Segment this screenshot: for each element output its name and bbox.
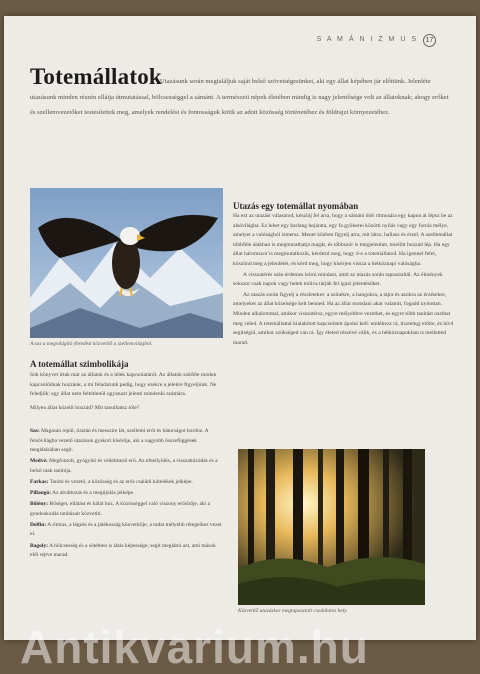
symbol-text: Megfontolt, gyógyító és védelmező erő. Az elmélyülés, a visszahúzódás és a belső utak tanítója. [30,458,218,474]
forest-caption: Közvetítő utazáskor megtapasztalt csodálatos hely. [238,608,348,614]
book-page [4,16,476,673]
intro-paragraph: Utazásunk során megtaláljuk saját belső szövetségesünket, aki egy állat képében jár előttünk. Jelenléte utazásunk minden részén ellátja útmutatással, bölcsességgel a sámánt. A természeti népek életében mindig is nagy jelentősége volt az állatoknak; ahogy erőket és szellemvezetőket testesítettek meg, amelyek rendelési és fontosságuk kötik az adott közösség történetéhez és földrajzi környezetéhez. [30,78,449,116]
eagle-photo [30,188,223,338]
symbol-item [30,500,225,519]
symbol-text: A bölcsesség és a sötétben is látás képessége; segít meglátni azt, ami mások elől rejtve marad. [30,542,216,559]
left-body [30,371,225,417]
symbol-name: Bagoly: [30,542,49,549]
symbol-name: Pillangó: [30,490,52,497]
left-paragraph: Milyen állat közelít hozzád? Mit tanulhatsz tőle? [30,404,140,411]
symbol-item [30,478,225,488]
symbol-name: Medve: [30,458,48,465]
right-paragraph: Ha ezt az utazást választod, készülj fel arra, hogy a sámáni dob ritmusára egy kapun át lépsz be az alsóvilágba. Ez lehet egy barlang bejárata, egy fa gyökerei közötti nyílás vagy egy forrás mélye, amelyet a valóságból ismersz. Menet közben figyelj arra, mit látsz, hallasz és érzel. A szellemállat többféle alakban is megmutathatja magát, és többször is megjelenhet, mielőtt hozzád lép. Ha egy állat háromszor is megmutatkozik, kérdezd meg, hogy ő-e a totemállatod. Ha igennel felel, köszönd meg a jelenlétét, és kérd meg, hogy kísérjen vissza a hétköznapi valóságba. [233,213,453,267]
symbol-text: Bőséget, ellátást és hálát hoz. A közösséggel való viszony erősítője, aki a gondoskodás tanításait közvetíti. [30,501,211,517]
page-number: 17 [423,34,436,47]
right-heading: Utazás egy totemállat nyomában [233,201,359,211]
symbol-list [30,427,225,562]
left-paragraph: Sok könyvet írtak már az állatok és a lélek kapcsolatáról. Az állatok sokféle módon kapcsolódnak hozzánk, a mi feladatunk pedig, hogy ezekre a jelekre figyeljünk. Ne feledjük: egy állat nem feltétlenül ugyanazt jelenti mindenki számára. [30,372,217,398]
symbol-name: Farkas: [30,478,49,485]
left-heading: A totemállat szimbolikája [30,359,129,369]
symbol-text: A ritmus, a légzés és a játékosság közvetítője; a tudat mélyebb rétegeihez vezet el. [30,521,222,538]
page-title: Totemállatok [30,64,162,89]
symbol-item [30,542,225,561]
right-body [233,212,454,349]
symbol-name: Delfin: [30,521,47,528]
symbol-item [30,489,225,499]
symbol-text: Magasan repül, tisztán és messzire lát, szellemi erőt és bátorságot hordoz. A felsővilágba vezető utazások gyakori kísérője, aki a nagyobb összefüggések meglátásában segít. [30,428,209,454]
symbol-text: Az átváltozás és a megújulás jelképe. [52,490,135,497]
symbol-name: Bölény: [30,501,49,508]
symbol-item [30,521,225,540]
right-paragraph: Az utazás során figyelj a részletekre: a színekre, a hangokra, a tájra és azokra az érzésekre, amelyeket az állat közelsége kelt benned. Ha az állat mondani akar valamit, fogadd nyitottan. Minden alkalommal, amikor visszatérsz, egyre mélyebbre vezethet, és egyre több tanítást oszthat meg veled. A totemállattal kialakított kapcsolatot ápolni kell: emlékezz rá, tisztelegj előtte, és hívd segítségül, amikor szükséged van rá. Így életed részévé válik, és a hétköznapokban is melletted marad. [233,291,454,346]
watermark-text: Antikvarium.hu [20,621,369,673]
symbol-text: Tanító és vezető, a közösség és az erős családi kötelékek jelképe. [49,478,193,485]
forest-photo [238,449,425,605]
right-paragraph: A visszatérés után érdemes leírni mindazt, amit az utazás során tapasztaltál. Az élmények sokszor csak napok vagy hetek múlva tárják fel igazi jelentésüket. [233,271,443,288]
symbol-item [30,427,225,456]
eagle-caption: A sas a megvilágító ébredést közvetítő a szellemvilágból. [30,341,153,347]
symbol-item [30,457,225,476]
symbol-name: Sas: [30,428,40,434]
running-head: S A M Á N I Z M U S [316,36,418,43]
